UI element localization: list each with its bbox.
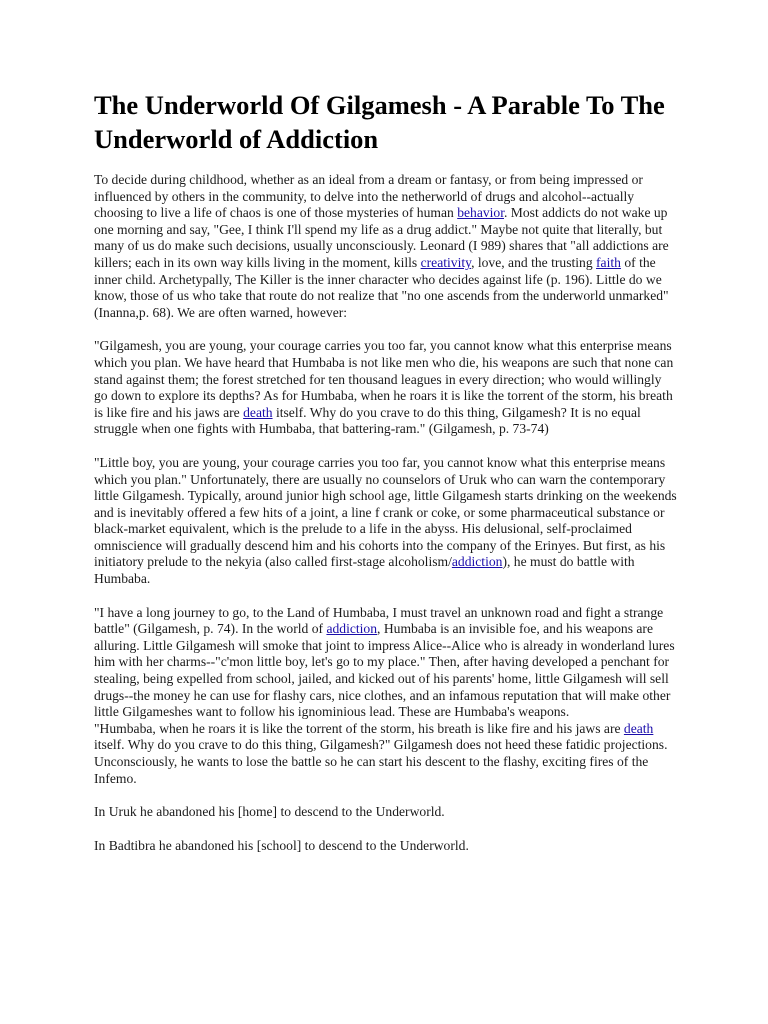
link-death[interactable]: death	[623, 720, 654, 736]
text-span: "Humbaba, when he roars it is like the torrent of the storm, his breath is like fire and his jaws are	[94, 720, 624, 736]
text-span: ), he must do battle with Humbaba.	[94, 554, 635, 587]
text-span: "Little boy, you are young, your courage carries you too far, you cannot know what this enterprise means which you plan." Unfortunately, there are usually no counselors of Uruk who can warn the contemporary little Gilgamesh. Typically, around junior high school age, little Gilgamesh starts drinking on the weekends and is inevitably offered a few hits of a joint, a line f crank or coke, or some pharmaceutical substance or black-market equivalent, which is the prelude to a life in the abyss. His delusional, self-proclaimed omniscience will gradually descend him and his cohorts into the company of the Erinyes. But first, as his initiatory prelude to the nekyia (also called first-stage alcoholism/	[94, 454, 677, 570]
paragraph-1	[94, 172, 678, 321]
text-span: , Humbaba is an invisible foe, and his weapons are alluring. Little Gilgamesh will smoke that joint to impress Alice--Alice who is already in wonderland lures him with her charms--"c'mon little boy, let's go to my place." Then, after having developed a penchant for stealing, being expelled from school, jailed, and kicked out of his parents' home, little Gilgamesh will sell drugs--the money he can use for flashy cars, nice clothes, and an infamous reputation that will make other little Gilgameshes want to follow his ignominious lead. These are Humbaba's weapons.	[94, 621, 675, 720]
text-span: To decide during childhood, whether as an ideal from a dream or fantasy, or from being impressed or influenced by others in the community, to delve into the netherworld of drugs and alcohol--actually choosing to live a life of chaos is one of those mysteries of human	[94, 172, 643, 221]
link-addiction[interactable]: addiction	[451, 554, 503, 570]
page-title: The Underworld Of Gilgamesh - A Parable To The Underworld of Addiction	[94, 90, 665, 154]
link-death[interactable]: death	[243, 404, 273, 420]
paragraph-5	[94, 721, 678, 787]
text-span: itself. Why do you crave to do this thing, Gilgamesh? It is no equal struggle when one fights with Humbaba, that battering-ram." (Gilgamesh, p. 73-74)	[94, 404, 641, 437]
link-faith[interactable]: faith	[596, 254, 621, 270]
paragraph-6: In Uruk he abandoned his [home] to descend to the Underworld.	[94, 804, 445, 820]
paragraph-2	[94, 338, 678, 438]
paragraph-4	[94, 605, 678, 721]
link-behavior[interactable]: behavior	[457, 205, 504, 221]
text-span: of the inner child. Archetypally, The Killer is the inner character who decides against life (p. 196). Little do we know, those of us who take that route do not realize that "no one ascends from the underworld unmarked" (Inanna,p. 68). We are often warned, however:	[94, 254, 669, 320]
text-span: . Most addicts do not wake up one morning and say, "Gee, I think I'll spend my life as a drug addict." Maybe not quite that literally, but many of us do make such decisions, usually unconsciously. Leonard (I 989) shares that "all addictions are killers; each in its own way kills living in the moment, kills	[94, 205, 669, 270]
link-addiction[interactable]: addiction	[326, 621, 378, 637]
text-span: "Gilgamesh, you are young, your courage carries you too far, you cannot know what this enterprise means which you plan. We have heard that Humbaba is not like men who die, his weapons are such that none can stand against them; the forest stretched for ten thousand leagues in every direction; who would willingly go down to explore its depths? As for Humbaba, when he roars it is like the torrent of the storm, his breath is like fire and his jaws are	[94, 338, 674, 420]
document-page	[94, 88, 678, 871]
text-span: "I have a long journey to go, to the Land of Humbaba, I must travel an unknown road and fight a strange battle" (Gilgamesh, p. 74). In the world of	[94, 604, 664, 637]
text-span: , love, and the trusting	[471, 254, 597, 270]
link-creativity[interactable]: creativity	[420, 254, 472, 270]
paragraph-7: In Badtibra he abandoned his [school] to descend to the Underworld.	[94, 837, 469, 853]
text-span: itself. Why do you crave to do this thing, Gilgamesh?" Gilgamesh does not heed these fatidic projections. Unconsciously, he wants to lose the battle so he can start his descent to the flashy, exciting fires of the Infemo.	[94, 737, 668, 786]
paragraph-3	[94, 455, 678, 588]
